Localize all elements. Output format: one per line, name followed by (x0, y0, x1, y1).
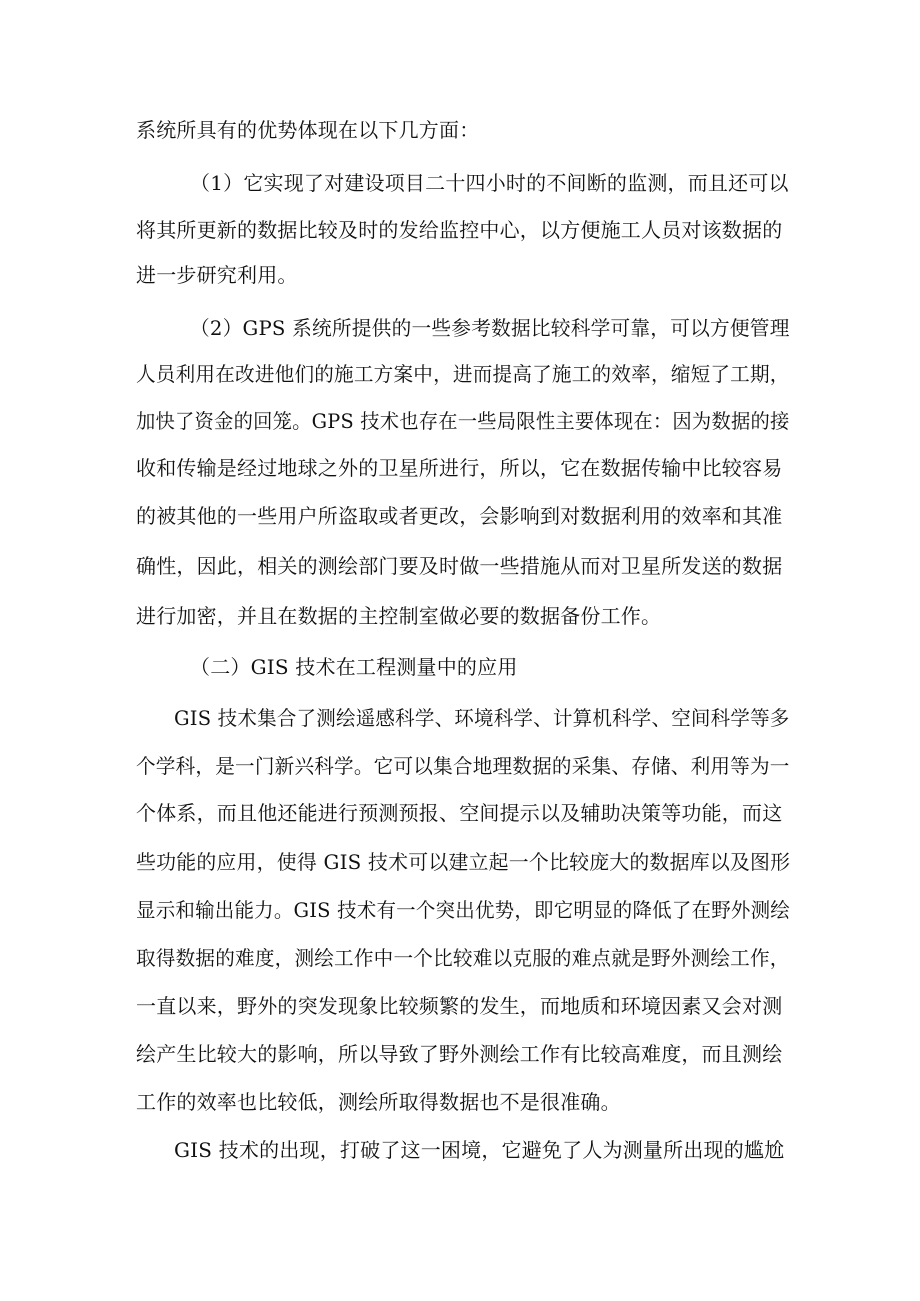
text-line: 一直以来，野外的突发现象比较频繁的发生，而地质和环境因素又会对测 (136, 994, 783, 1018)
text-line: 进一步研究利用。 (136, 263, 298, 287)
text-line: GIS 技术的出现，打破了这一困境，它避免了人为测量所出现的尴尬 (174, 1138, 785, 1162)
text-line: 些功能的应用，使得 GIS 技术可以建立起一个比较庞大的数据库以及图形 (136, 850, 791, 874)
text-line: GIS 技术集合了测绘遥感科学、环境科学、计算机科学、空间科学等多 (174, 706, 790, 730)
text-line: 取得数据的难度，测绘工作中一个比较难以克服的难点就是野外测绘工作， (136, 946, 790, 970)
text-line: 系统所具有的优势体现在以下几方面： (136, 118, 480, 142)
text-line: 个学科，是一门新兴科学。它可以集合地理数据的采集、存储、利用等为一 (136, 754, 790, 778)
text-line: 的被其他的一些用户所盗取或者更改，会影响到对数据利用的效率和其准 (136, 504, 783, 528)
text-line: 工作的效率也比较低，测绘所取得数据也不是很准确。 (136, 1090, 621, 1114)
text-line: 个体系，而且他还能进行预测预报、空间提示以及辅助决策等功能，而这 (136, 801, 783, 825)
text-line: 加快了资金的回笼。GPS 技术也存在一些局限性主要体现在：因为数据的接 (136, 409, 790, 433)
text-line: 人员利用在改进他们的施工方案中，进而提高了施工的效率，缩短了工期， (136, 362, 790, 386)
section-heading: （二）GIS 技术在工程测量中的应用 (190, 655, 518, 679)
text-line: 显示和输出能力。GIS 技术有一个突出优势，即它明显的降低了在野外测绘 (136, 898, 790, 922)
text-line: 绘产生比较大的影响，所以导致了野外测绘工作有比较高难度，而且测绘 (136, 1042, 783, 1066)
text-line: 进行加密，并且在数据的主控制室做必要的数据备份工作。 (136, 604, 662, 628)
text-line: 收和传输是经过地球之外的卫星所进行，所以，它在数据传输中比较容易 (136, 456, 783, 480)
text-line: 确性，因此，相关的测绘部门要及时做一些措施从而对卫星所发送的数据 (136, 554, 783, 578)
text-line: 将其所更新的数据比较及时的发给监控中心，以方便施工人员对该数据的 (136, 218, 783, 242)
text-line: （1）它实现了对建设项目二十四小时的不间断的监测，而且还可以 (190, 171, 789, 195)
text-line: （2）GPS 系统所提供的一些参考数据比较科学可靠，可以方便管理 (190, 316, 790, 340)
